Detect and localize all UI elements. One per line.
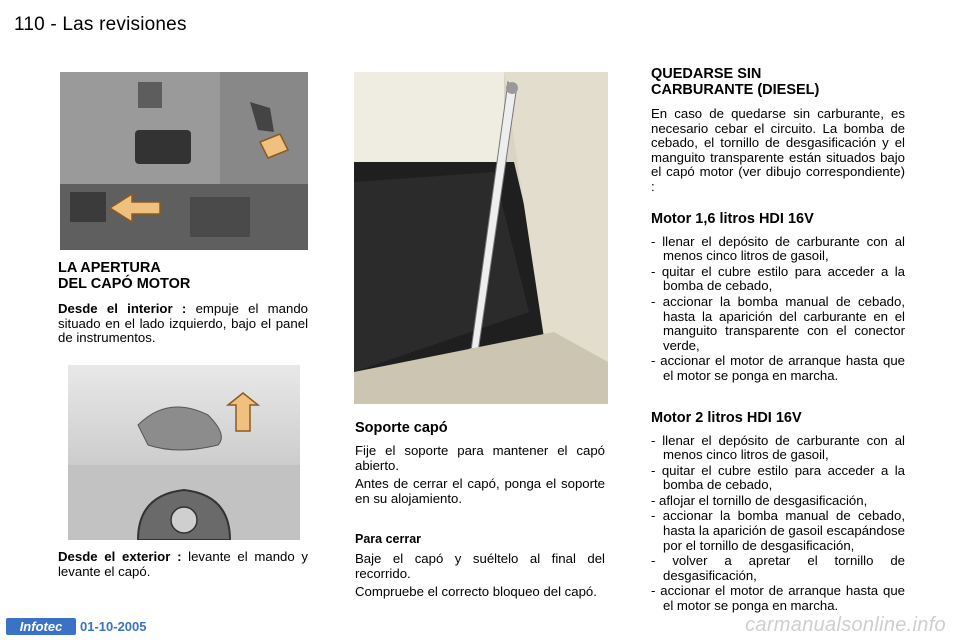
interior-lever-photo [60, 72, 308, 250]
list-item: - aflojar el tornillo de desgasificación, [651, 492, 868, 508]
interior-paragraph [58, 302, 308, 346]
opening-heading-line1: LA APERTURA [58, 260, 161, 276]
list-item: - accionar la bomba manual de cebado, hasta la aparición de gasoil escapándose por el tornillo de desgasificación, [651, 508, 905, 553]
list-item: - llenar el depósito de carburante con al menos cinco litros de gasoil, [651, 233, 905, 264]
page-title: Las revisiones [62, 14, 187, 35]
opening-heading-line2: DEL CAPÓ MOTOR [58, 276, 191, 292]
motor-2-steps [651, 434, 905, 614]
footer-date: 01-10-2005 [80, 619, 147, 634]
fuel-out-heading-line2: CARBURANTE (DIESEL) [651, 82, 820, 98]
left-column [58, 260, 308, 346]
exterior-label: Desde el exterior : [58, 549, 182, 564]
list-item: - accionar la bomba manual de cebado, hasta la aparición del carburante en el manguito transparente con el conector verde, [651, 293, 905, 353]
list-item: - accionar el motor de arranque hasta que el motor se ponga en marcha. [651, 583, 905, 614]
page-header [14, 14, 187, 36]
list-item: - llenar el depósito de carburante con al menos cinco litros de gasoil, [651, 432, 905, 463]
list-item: - accionar el motor de arranque hasta que el motor se ponga en marcha. [651, 353, 905, 383]
bonnet-stay-illustration [354, 72, 608, 404]
bonnet-support-heading: Soporte capó [355, 420, 448, 436]
closing-paragraph-2: Compruebe el correcto bloqueo del capó. [355, 584, 597, 600]
motor-2-heading: Motor 2 litros HDI 16V [651, 409, 802, 426]
right-column [651, 66, 905, 615]
bonnet-stay-photo [354, 72, 608, 404]
middle-column [355, 420, 605, 600]
exterior-block [58, 550, 308, 579]
page-number: 110 [14, 14, 45, 35]
fuel-out-intro: En caso de quedarse sin carburante, es necesario cebar el circuito. La bomba de cebado, el tornillo de desgasificación y el manguito transparente están situados bajo el capó motor (ver dibujo correspondiente) : [651, 106, 905, 194]
header-separator: - [50, 14, 57, 35]
list-item: - quitar el cubre estilo para acceder a la bomba de cebado, [651, 462, 905, 493]
closing-paragraph-1: Baje el capó y suéltelo al final del recorrido. [355, 550, 605, 581]
fuel-out-heading-line1: QUEDARSE SIN [651, 66, 762, 82]
list-item: - volver a apretar el tornillo de desgasificación, [651, 553, 905, 583]
motor-16-steps [651, 235, 905, 384]
exterior-handle-illustration [68, 365, 300, 540]
opening-heading [58, 260, 308, 292]
interior-label: Desde el interior : [58, 301, 187, 316]
watermark: carmanualsonline.info [745, 614, 946, 636]
exterior-text: levante el mando y levante el capó. [58, 549, 308, 579]
closing-subheading: Para cerrar [355, 532, 422, 547]
support-paragraph-1: Fije el soporte para mantener el capó abierto. [355, 443, 605, 473]
exterior-paragraph [58, 550, 308, 579]
support-paragraph-2: Antes de cerrar el capó, ponga el soporte en su alojamiento. [355, 476, 605, 506]
infotec-logo: Infotec [6, 618, 76, 635]
fuel-out-heading [651, 66, 905, 98]
exterior-handle-photo [68, 365, 300, 540]
interior-text: empuje el mando situado en el lado izquierdo, bajo el panel de instrumentos. [58, 301, 308, 346]
list-item: - quitar el cubre estilo para acceder a la bomba de cebado, [651, 263, 905, 294]
motor-16-heading: Motor 1,6 litros HDI 16V [651, 210, 814, 227]
interior-lever-illustration [60, 72, 308, 250]
